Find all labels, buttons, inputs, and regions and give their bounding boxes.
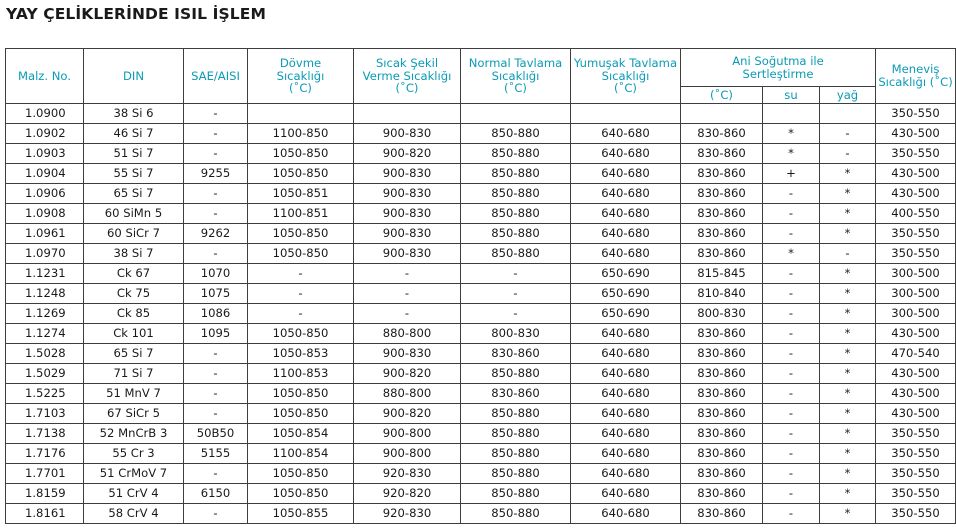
cell-sae-aisi: - <box>184 344 248 364</box>
cell-quench-water: - <box>763 344 820 364</box>
cell-tempering: 350-550 <box>876 444 956 464</box>
cell-quench-water: * <box>763 144 820 164</box>
cell-quench-temp: 830-860 <box>681 184 763 204</box>
cell-tempering: 300-500 <box>876 284 956 304</box>
cell-sae-aisi: 5155 <box>184 444 248 464</box>
cell-quench-temp: 830-860 <box>681 344 763 364</box>
cell-sae-aisi: - <box>184 104 248 124</box>
cell-hot-forming: - <box>354 264 461 284</box>
cell-soft-annealing <box>571 104 681 124</box>
table-body <box>6 104 956 524</box>
cell-din: Ck 101 <box>84 324 184 344</box>
cell-hot-forming: 920-830 <box>354 504 461 524</box>
cell-sae-aisi: - <box>184 184 248 204</box>
header-quench-hardening <box>681 49 876 87</box>
cell-sae-aisi: - <box>184 364 248 384</box>
cell-sae-aisi: 6150 <box>184 484 248 504</box>
header-line: Sıcaklığı <box>601 68 650 83</box>
cell-normalizing: 850-880 <box>461 144 571 164</box>
cell-quench-water: - <box>763 224 820 244</box>
header-normalizing-temp <box>461 49 571 104</box>
table-row <box>6 484 956 504</box>
cell-malz-no: 1.5028 <box>6 344 84 364</box>
cell-din: 52 MnCrB 3 <box>84 424 184 444</box>
cell-quench-temp: 830-860 <box>681 204 763 224</box>
cell-din: 67 SiCr 5 <box>84 404 184 424</box>
table-row <box>6 324 956 344</box>
cell-din: Ck 75 <box>84 284 184 304</box>
cell-tempering: 430-500 <box>876 184 956 204</box>
cell-tempering: 430-500 <box>876 364 956 384</box>
cell-din: 65 Si 7 <box>84 344 184 364</box>
cell-forging: - <box>248 264 354 284</box>
cell-forging: 1050-853 <box>248 344 354 364</box>
cell-sae-aisi: - <box>184 404 248 424</box>
cell-tempering: 350-550 <box>876 424 956 444</box>
cell-quench-water: - <box>763 444 820 464</box>
cell-tempering: 400-550 <box>876 204 956 224</box>
cell-soft-annealing: 650-690 <box>571 304 681 324</box>
cell-forging: 1050-850 <box>248 404 354 424</box>
cell-quench-water: * <box>763 124 820 144</box>
cell-malz-no: 1.7176 <box>6 444 84 464</box>
header-sae-aisi: SAE/AISI <box>184 49 248 104</box>
table-row <box>6 384 956 404</box>
cell-soft-annealing: 640-680 <box>571 364 681 384</box>
cell-quench-oil: - <box>820 244 876 264</box>
table-row <box>6 444 956 464</box>
cell-forging: 1050-850 <box>248 464 354 484</box>
header-line: Sertleştirme <box>742 66 814 81</box>
header-din: DIN <box>84 49 184 104</box>
cell-malz-no: 1.1231 <box>6 264 84 284</box>
cell-sae-aisi: 1075 <box>184 284 248 304</box>
cell-normalizing: 830-860 <box>461 344 571 364</box>
cell-normalizing: 850-880 <box>461 504 571 524</box>
cell-sae-aisi: 1095 <box>184 324 248 344</box>
cell-soft-annealing: 640-680 <box>571 244 681 264</box>
header-malz-no: Malz. No. <box>6 49 84 104</box>
cell-quench-oil: * <box>820 364 876 384</box>
table-row <box>6 424 956 444</box>
cell-malz-no: 1.8161 <box>6 504 84 524</box>
cell-normalizing: - <box>461 284 571 304</box>
table-row <box>6 504 956 524</box>
cell-forging: 1050-850 <box>248 144 354 164</box>
header-line: Verme Sıcaklığı <box>362 68 452 83</box>
cell-din: Ck 67 <box>84 264 184 284</box>
cell-din: 51 MnV 7 <box>84 384 184 404</box>
cell-normalizing: 830-860 <box>461 384 571 404</box>
cell-hot-forming: 900-830 <box>354 124 461 144</box>
cell-tempering: 350-550 <box>876 504 956 524</box>
header-line: Yumuşak Tavlama <box>573 55 678 70</box>
cell-normalizing: 850-880 <box>461 364 571 384</box>
cell-tempering: 430-500 <box>876 384 956 404</box>
cell-quench-temp: 830-860 <box>681 124 763 144</box>
cell-hot-forming: 880-800 <box>354 324 461 344</box>
header-quench-water: su <box>763 87 820 104</box>
cell-sae-aisi: 1086 <box>184 304 248 324</box>
cell-din: 65 Si 7 <box>84 184 184 204</box>
cell-normalizing: 850-880 <box>461 164 571 184</box>
cell-normalizing: 850-880 <box>461 404 571 424</box>
cell-hot-forming: 900-800 <box>354 424 461 444</box>
cell-din: 55 Si 7 <box>84 164 184 184</box>
cell-malz-no: 1.7138 <box>6 424 84 444</box>
cell-sae-aisi: - <box>184 244 248 264</box>
cell-normalizing: 850-880 <box>461 464 571 484</box>
header-quench-oil: yağ <box>820 87 876 104</box>
cell-forging: 1050-850 <box>248 224 354 244</box>
cell-quench-water: - <box>763 364 820 384</box>
page-title: YAY ÇELİKLERİNDE ISIL İŞLEM <box>6 5 266 23</box>
cell-quench-water: * <box>763 244 820 264</box>
cell-din: Ck 85 <box>84 304 184 324</box>
cell-tempering: 350-550 <box>876 484 956 504</box>
cell-din: 60 SiMn 5 <box>84 204 184 224</box>
table-row <box>6 304 956 324</box>
cell-malz-no: 1.0902 <box>6 124 84 144</box>
cell-tempering: 300-500 <box>876 304 956 324</box>
cell-quench-oil: * <box>820 444 876 464</box>
cell-normalizing: - <box>461 304 571 324</box>
heat-treatment-table <box>5 48 956 524</box>
cell-tempering: 430-500 <box>876 164 956 184</box>
cell-malz-no: 1.0904 <box>6 164 84 184</box>
table-row <box>6 244 956 264</box>
cell-malz-no: 1.0906 <box>6 184 84 204</box>
cell-tempering: 350-550 <box>876 464 956 484</box>
cell-quench-oil: * <box>820 404 876 424</box>
cell-malz-no: 1.0903 <box>6 144 84 164</box>
cell-quench-water: - <box>763 204 820 224</box>
cell-soft-annealing: 650-690 <box>571 264 681 284</box>
cell-quench-oil <box>820 104 876 124</box>
cell-sae-aisi: 1070 <box>184 264 248 284</box>
cell-hot-forming: 900-830 <box>354 204 461 224</box>
cell-forging: - <box>248 304 354 324</box>
cell-quench-temp: 830-860 <box>681 464 763 484</box>
header-line: Meneviş <box>891 62 940 77</box>
header-line: Sıcaklığı <box>276 68 325 83</box>
cell-forging: 1050-850 <box>248 244 354 264</box>
cell-malz-no: 1.1269 <box>6 304 84 324</box>
cell-quench-temp: 830-860 <box>681 364 763 384</box>
cell-malz-no: 1.1248 <box>6 284 84 304</box>
cell-quench-oil: * <box>820 204 876 224</box>
cell-normalizing: 850-880 <box>461 204 571 224</box>
cell-quench-oil: - <box>820 124 876 144</box>
cell-normalizing <box>461 104 571 124</box>
cell-quench-oil: * <box>820 344 876 364</box>
cell-quench-temp: 830-860 <box>681 444 763 464</box>
cell-hot-forming: 900-820 <box>354 144 461 164</box>
cell-forging: 1050-850 <box>248 384 354 404</box>
table-row <box>6 224 956 244</box>
cell-forging: 1100-853 <box>248 364 354 384</box>
cell-forging: 1050-854 <box>248 424 354 444</box>
header-line: Dövme <box>279 55 322 70</box>
cell-quench-temp: 830-860 <box>681 164 763 184</box>
cell-soft-annealing: 650-690 <box>571 284 681 304</box>
cell-normalizing: 850-880 <box>461 244 571 264</box>
cell-tempering: 470-540 <box>876 344 956 364</box>
cell-sae-aisi: 9255 <box>184 164 248 184</box>
cell-soft-annealing: 640-680 <box>571 484 681 504</box>
cell-soft-annealing: 640-680 <box>571 224 681 244</box>
cell-quench-oil: * <box>820 464 876 484</box>
cell-din: 51 CrMoV 7 <box>84 464 184 484</box>
cell-soft-annealing: 640-680 <box>571 444 681 464</box>
cell-hot-forming: 900-830 <box>354 184 461 204</box>
cell-soft-annealing: 640-680 <box>571 204 681 224</box>
cell-quench-water: - <box>763 264 820 284</box>
cell-malz-no: 1.5029 <box>6 364 84 384</box>
table-row <box>6 144 956 164</box>
cell-quench-water: - <box>763 504 820 524</box>
cell-quench-water: - <box>763 484 820 504</box>
cell-quench-water: - <box>763 384 820 404</box>
cell-din: 51 Si 7 <box>84 144 184 164</box>
table-row <box>6 104 956 124</box>
cell-soft-annealing: 640-680 <box>571 384 681 404</box>
cell-normalizing: 850-880 <box>461 424 571 444</box>
header-quench-celsius: (˚C) <box>681 87 763 104</box>
cell-quench-temp: 830-860 <box>681 424 763 444</box>
cell-quench-oil: * <box>820 284 876 304</box>
cell-hot-forming: 900-820 <box>354 364 461 384</box>
cell-sae-aisi: - <box>184 504 248 524</box>
cell-quench-water: - <box>763 464 820 484</box>
header-line: Normal Tavlama <box>468 55 563 70</box>
cell-soft-annealing: 640-680 <box>571 504 681 524</box>
cell-quench-oil: * <box>820 164 876 184</box>
cell-hot-forming: 900-800 <box>354 444 461 464</box>
table-row <box>6 364 956 384</box>
cell-quench-water: - <box>763 284 820 304</box>
cell-quench-temp: 810-840 <box>681 284 763 304</box>
cell-quench-oil: * <box>820 304 876 324</box>
cell-forging: 1050-850 <box>248 164 354 184</box>
header-line: Ani Soğutma ile <box>732 53 824 68</box>
header-forging-temp <box>248 49 354 104</box>
cell-quench-temp: 830-860 <box>681 324 763 344</box>
table-row <box>6 184 956 204</box>
table-row <box>6 264 956 284</box>
cell-normalizing: 800-830 <box>461 324 571 344</box>
cell-quench-oil: * <box>820 384 876 404</box>
cell-soft-annealing: 640-680 <box>571 324 681 344</box>
cell-hot-forming: 880-800 <box>354 384 461 404</box>
cell-tempering: 430-500 <box>876 124 956 144</box>
cell-soft-annealing: 640-680 <box>571 464 681 484</box>
header-line: Sıcaklığı (˚C) <box>878 75 953 89</box>
cell-forging: 1050-855 <box>248 504 354 524</box>
cell-sae-aisi: - <box>184 384 248 404</box>
cell-forging: 1100-854 <box>248 444 354 464</box>
cell-normalizing: 850-880 <box>461 224 571 244</box>
cell-quench-temp: 830-860 <box>681 224 763 244</box>
cell-soft-annealing: 640-680 <box>571 424 681 444</box>
cell-hot-forming: 900-820 <box>354 404 461 424</box>
cell-quench-temp: 830-860 <box>681 484 763 504</box>
cell-sae-aisi: - <box>184 144 248 164</box>
cell-quench-temp <box>681 104 763 124</box>
cell-tempering: 350-550 <box>876 144 956 164</box>
cell-quench-oil: * <box>820 424 876 444</box>
cell-quench-water <box>763 104 820 124</box>
cell-sae-aisi: 50B50 <box>184 424 248 444</box>
cell-forging: 1100-850 <box>248 124 354 144</box>
cell-hot-forming: 900-830 <box>354 244 461 264</box>
table-row <box>6 164 956 184</box>
cell-soft-annealing: 640-680 <box>571 344 681 364</box>
cell-din: 58 CrV 4 <box>84 504 184 524</box>
cell-hot-forming: - <box>354 304 461 324</box>
cell-malz-no: 1.8159 <box>6 484 84 504</box>
cell-quench-temp: 830-860 <box>681 504 763 524</box>
cell-forging: 1050-850 <box>248 484 354 504</box>
header-hot-forming-temp <box>354 49 461 104</box>
cell-tempering: 350-550 <box>876 224 956 244</box>
cell-soft-annealing: 640-680 <box>571 184 681 204</box>
cell-quench-water: - <box>763 404 820 424</box>
cell-soft-annealing: 640-680 <box>571 144 681 164</box>
cell-tempering: 350-550 <box>876 104 956 124</box>
cell-forging <box>248 104 354 124</box>
cell-forging: - <box>248 284 354 304</box>
cell-quench-temp: 815-845 <box>681 264 763 284</box>
cell-quench-temp: 830-860 <box>681 384 763 404</box>
cell-quench-oil: * <box>820 224 876 244</box>
cell-din: 46 Si 7 <box>84 124 184 144</box>
cell-normalizing: 850-880 <box>461 184 571 204</box>
cell-normalizing: 850-880 <box>461 124 571 144</box>
cell-tempering: 430-500 <box>876 324 956 344</box>
cell-quench-temp: 830-860 <box>681 404 763 424</box>
header-line: (˚C) <box>504 81 527 96</box>
cell-quench-oil: * <box>820 484 876 504</box>
cell-hot-forming: 900-830 <box>354 164 461 184</box>
cell-normalizing: 850-880 <box>461 484 571 504</box>
cell-din: 51 CrV 4 <box>84 484 184 504</box>
cell-normalizing: 850-880 <box>461 444 571 464</box>
cell-malz-no: 1.0961 <box>6 224 84 244</box>
cell-forging: 1050-850 <box>248 324 354 344</box>
cell-malz-no: 1.7103 <box>6 404 84 424</box>
cell-sae-aisi: - <box>184 204 248 224</box>
cell-quench-water: - <box>763 184 820 204</box>
cell-tempering: 430-500 <box>876 404 956 424</box>
cell-forging: 1100-851 <box>248 204 354 224</box>
cell-quench-temp: 800-830 <box>681 304 763 324</box>
cell-normalizing: - <box>461 264 571 284</box>
table-row <box>6 204 956 224</box>
cell-quench-water: + <box>763 164 820 184</box>
table-row <box>6 124 956 144</box>
cell-quench-water: - <box>763 324 820 344</box>
cell-soft-annealing: 640-680 <box>571 164 681 184</box>
header-line: (˚C) <box>395 81 419 96</box>
cell-quench-water: - <box>763 424 820 444</box>
table-row <box>6 404 956 424</box>
table-row <box>6 284 956 304</box>
header-line: (˚C) <box>614 81 637 96</box>
cell-tempering: 350-550 <box>876 244 956 264</box>
cell-malz-no: 1.5225 <box>6 384 84 404</box>
header-tempering-temp <box>876 49 956 104</box>
cell-tempering: 300-500 <box>876 264 956 284</box>
cell-quench-oil: - <box>820 144 876 164</box>
cell-quench-temp: 830-860 <box>681 244 763 264</box>
cell-sae-aisi: - <box>184 124 248 144</box>
cell-quench-temp: 830-860 <box>681 144 763 164</box>
header-soft-annealing-temp <box>571 49 681 104</box>
cell-sae-aisi: 9262 <box>184 224 248 244</box>
cell-quench-water: - <box>763 304 820 324</box>
cell-malz-no: 1.1274 <box>6 324 84 344</box>
cell-hot-forming: 920-830 <box>354 464 461 484</box>
cell-soft-annealing: 640-680 <box>571 404 681 424</box>
table-row <box>6 464 956 484</box>
header-line: (˚C) <box>289 81 312 96</box>
cell-quench-oil: * <box>820 264 876 284</box>
cell-malz-no: 1.7701 <box>6 464 84 484</box>
table-row <box>6 344 956 364</box>
cell-forging: 1050-851 <box>248 184 354 204</box>
cell-din: 38 Si 6 <box>84 104 184 124</box>
cell-malz-no: 1.0908 <box>6 204 84 224</box>
cell-soft-annealing: 640-680 <box>571 124 681 144</box>
cell-quench-oil: * <box>820 184 876 204</box>
cell-din: 55 Cr 3 <box>84 444 184 464</box>
cell-malz-no: 1.0970 <box>6 244 84 264</box>
cell-sae-aisi: - <box>184 464 248 484</box>
cell-hot-forming: 920-820 <box>354 484 461 504</box>
header-line: Sıcak Şekil <box>375 55 439 70</box>
cell-hot-forming: - <box>354 284 461 304</box>
cell-din: 71 Si 7 <box>84 364 184 384</box>
cell-din: 60 SiCr 7 <box>84 224 184 244</box>
cell-hot-forming: 900-830 <box>354 224 461 244</box>
cell-hot-forming: 900-830 <box>354 344 461 364</box>
cell-malz-no: 1.0900 <box>6 104 84 124</box>
cell-hot-forming <box>354 104 461 124</box>
cell-din: 38 Si 7 <box>84 244 184 264</box>
header-line: Sıcaklığı <box>491 68 540 83</box>
cell-quench-oil: * <box>820 324 876 344</box>
cell-quench-oil: * <box>820 504 876 524</box>
